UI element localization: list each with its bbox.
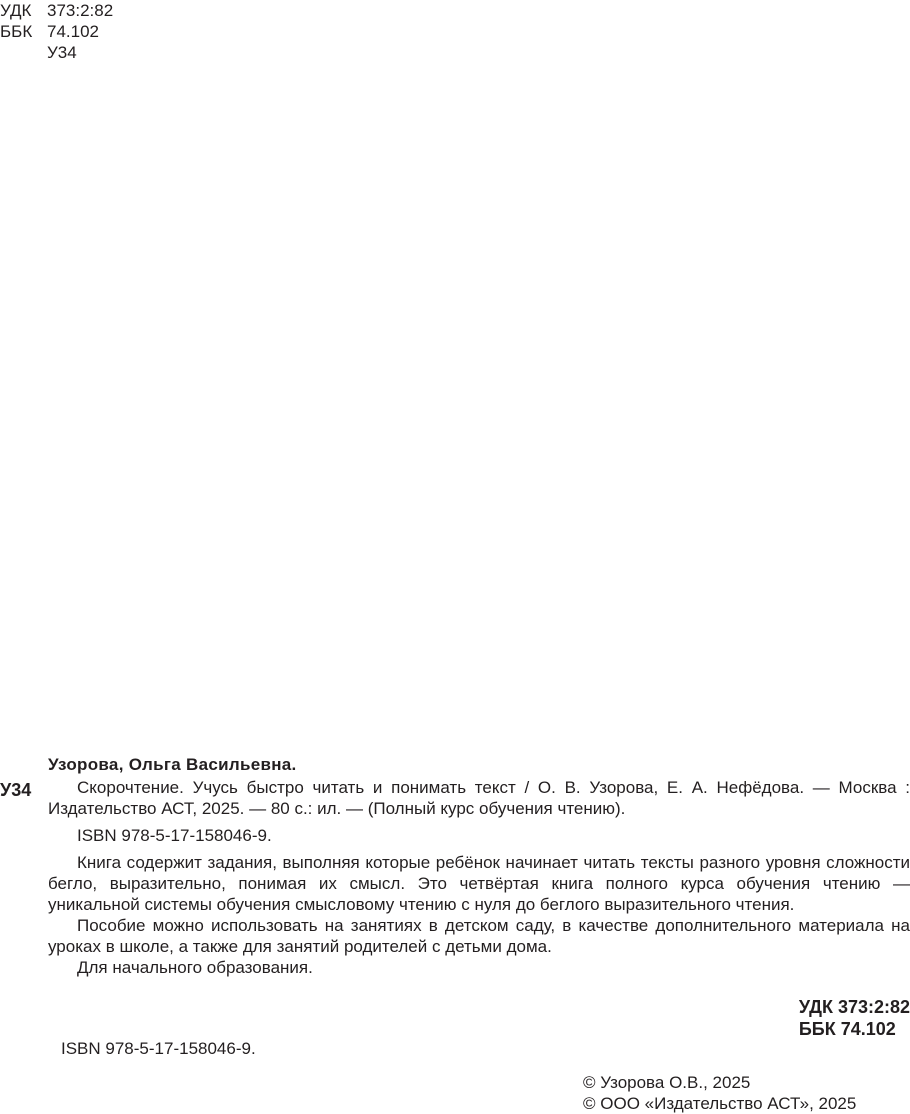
top-classification-block — [0, 0, 113, 63]
catalog-record — [48, 777, 910, 978]
udk-row — [0, 0, 113, 21]
bottom-classification-block — [799, 996, 910, 1040]
udk-bottom: УДК 373:2:82 — [798, 997, 910, 1017]
bbk-bottom: ББК 74.102 — [798, 1019, 896, 1039]
bbk-row — [0, 21, 113, 42]
audience-note: Для начального образования. — [77, 958, 313, 977]
annotation-paragraph-2: Пособие можно использовать на занятиях в детском саду, в качестве дополнительного материала на уроках в школе, а также для занятий родителей с детьми дома. — [48, 916, 910, 956]
copyright-block — [583, 1072, 856, 1114]
udk-label: УДК — [0, 1, 32, 20]
title-description: Скорочтение. Учусь быстро читать и понимать текст / О. В. Узорова, Е. А. Нефёдова. — Москва : Издательство АСТ, 2025. — 80 с.: ил. — (Полный курс обучения чтению). — [48, 778, 910, 818]
bbk-value: 74.102 — [47, 22, 99, 41]
copyright-publisher: © ООО «Издательство АСТ», 2025 — [583, 1094, 857, 1113]
bbk-label: ББК — [0, 22, 33, 41]
record-isbn: ISBN 978-5-17-158046-9. — [77, 826, 272, 845]
author-heading: Узорова, Ольга Васильевна. — [48, 755, 297, 774]
author-sign-code: У34 — [0, 780, 32, 800]
author-sign-row — [0, 42, 113, 63]
annotation-paragraph-1: Книга содержит задания, выполняя которые ребёнок начинает читать тексты разного уровня сложности бегло, выразительно, понимая их смысл. Это четвёртая книга полного курса обучения чтению — уникальной системы обучения смысловому чтению с нуля до беглого выразительного чтения. — [48, 853, 910, 914]
author-sign-top: У34 — [47, 43, 77, 62]
udk-value: 373:2:82 — [47, 1, 114, 20]
copyright-author: © Узорова О.В., 2025 — [583, 1073, 751, 1092]
isbn-bottom: ISBN 978-5-17-158046-9. — [61, 1039, 256, 1058]
